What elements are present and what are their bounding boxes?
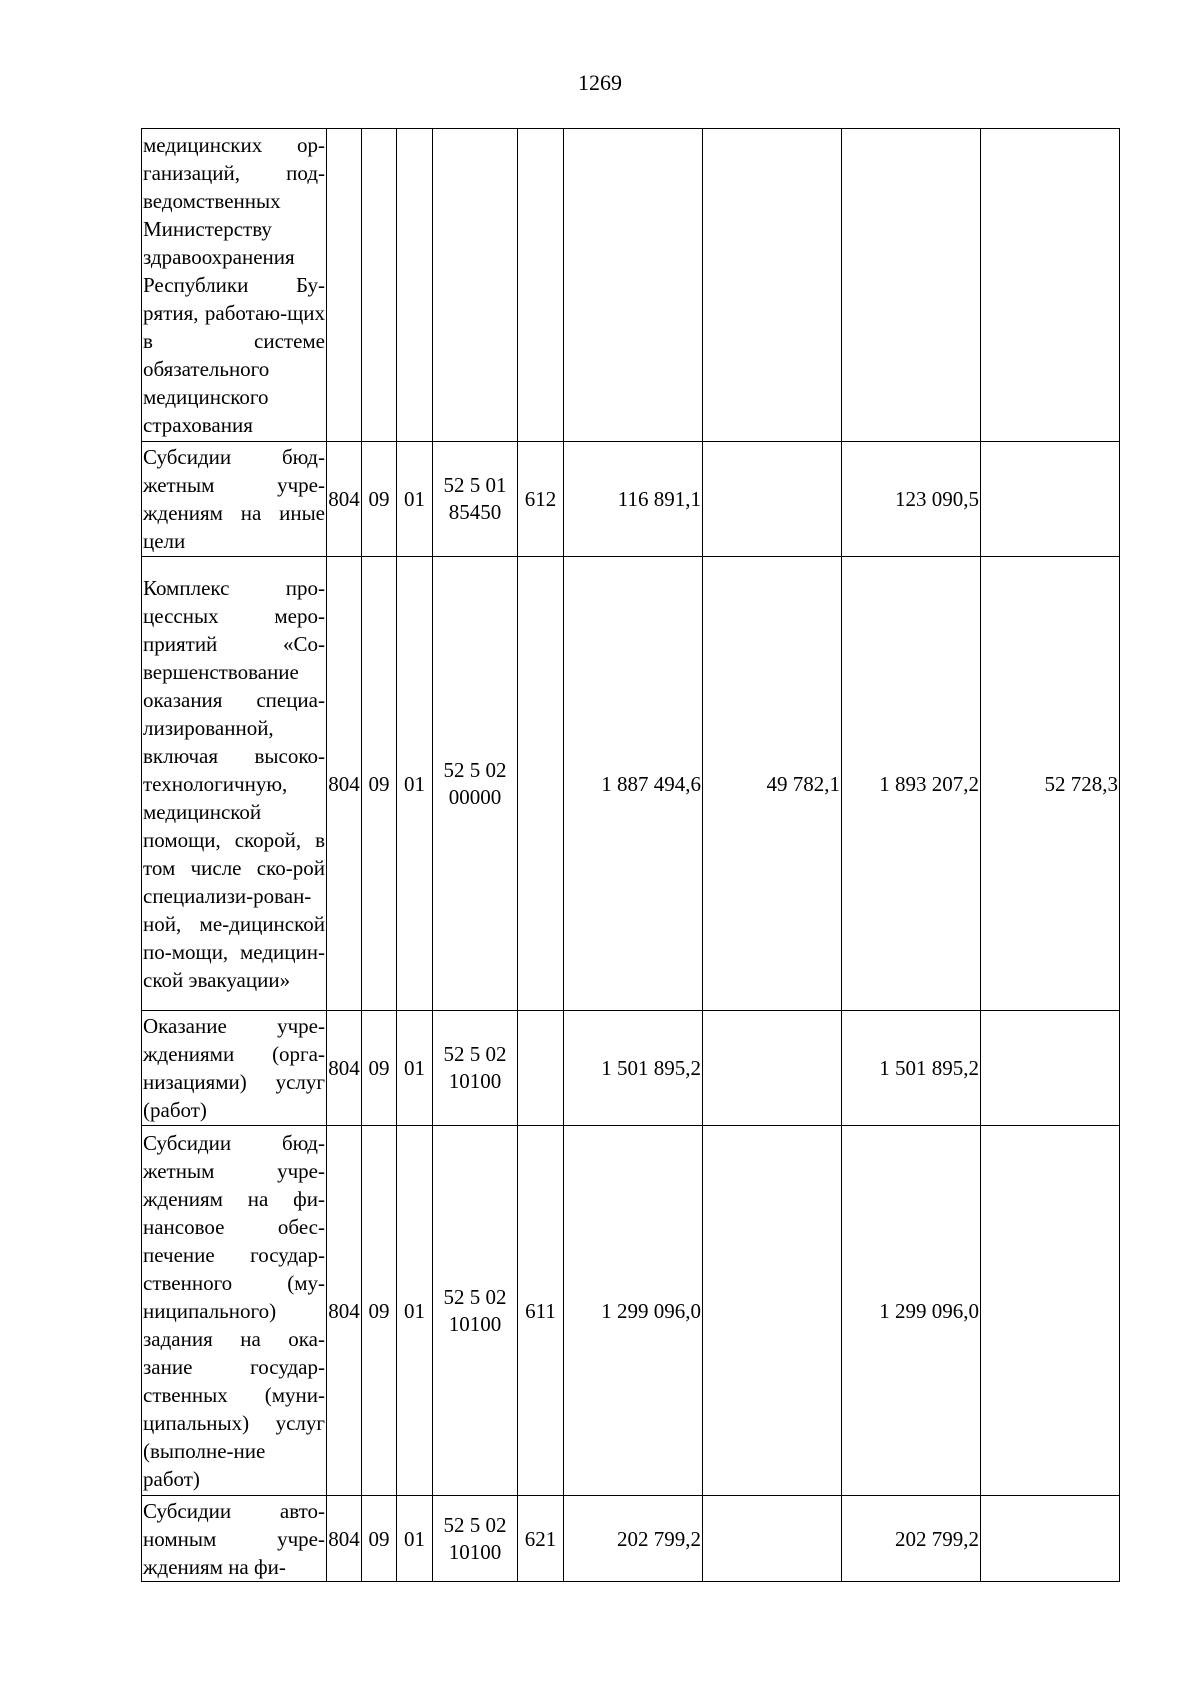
subsection-code: 01 xyxy=(397,442,433,557)
section-code: 09 xyxy=(362,1011,397,1126)
grbs-code: 804 xyxy=(327,1496,362,1582)
subsection-code: 01 xyxy=(397,1496,433,1582)
amount-year2-federal xyxy=(981,442,1120,557)
target-article-code: 52 5 02 00000 xyxy=(433,557,518,1011)
section-code: 09 xyxy=(362,442,397,557)
table-row xyxy=(142,1126,1120,1496)
subsection-code: 01 xyxy=(397,557,433,1011)
amount-year1-federal xyxy=(703,129,842,442)
table-body xyxy=(142,129,1120,1582)
table-row xyxy=(142,557,1120,1011)
table-row xyxy=(142,1496,1120,1582)
amount-year2-federal xyxy=(981,1126,1120,1496)
amount-year1-federal xyxy=(703,442,842,557)
table-row xyxy=(142,442,1120,557)
amount-year2-federal: 52 728,3 xyxy=(981,557,1120,1011)
grbs-code xyxy=(327,129,362,442)
amount-year2: 1 893 207,2 xyxy=(842,557,981,1011)
row-name: Субсидии авто-номным учре-ждениям на фи- xyxy=(142,1496,327,1582)
table-row xyxy=(142,1011,1120,1126)
amount-year1: 116 891,1 xyxy=(564,442,703,557)
expense-type-code: 611 xyxy=(518,1126,564,1496)
row-name: Субсидии бюд-жетным учре-ждениям на фи-нансовое обес-печение государ-ственного (му-ниципального) задания на ока-зание государ-ственных (муни-ципальных) услуг (выполне-ние работ) xyxy=(142,1126,327,1496)
amount-year1: 1 299 096,0 xyxy=(564,1126,703,1496)
target-article-code xyxy=(433,129,518,442)
amount-year2: 123 090,5 xyxy=(842,442,981,557)
amount-year2: 202 799,2 xyxy=(842,1496,981,1582)
expense-type-code xyxy=(518,1011,564,1126)
page-number: 1269 xyxy=(578,70,622,95)
amount-year1: 1 501 895,2 xyxy=(564,1011,703,1126)
table-row xyxy=(142,129,1120,442)
amount-year1-federal xyxy=(703,1496,842,1582)
amount-year2 xyxy=(842,129,981,442)
amount-year1: 1 887 494,6 xyxy=(564,557,703,1011)
section-code: 09 xyxy=(362,1496,397,1582)
target-article-code: 52 5 02 10100 xyxy=(433,1011,518,1126)
amount-year1-federal xyxy=(703,1011,842,1126)
grbs-code: 804 xyxy=(327,442,362,557)
amount-year1-federal xyxy=(703,1126,842,1496)
subsection-code: 01 xyxy=(397,1126,433,1496)
amount-year2-federal xyxy=(981,129,1120,442)
target-article-code: 52 5 02 10100 xyxy=(433,1126,518,1496)
row-name: Субсидии бюд-жетным учре-ждениям на иные цели xyxy=(142,442,327,557)
amount-year1: 202 799,2 xyxy=(564,1496,703,1582)
amount-year2: 1 299 096,0 xyxy=(842,1126,981,1496)
target-article-code: 52 5 01 85450 xyxy=(433,442,518,557)
target-article-code: 52 5 02 10100 xyxy=(433,1496,518,1582)
amount-year2: 1 501 895,2 xyxy=(842,1011,981,1126)
amount-year1 xyxy=(564,129,703,442)
expense-type-code xyxy=(518,557,564,1011)
row-name: медицинских ор-ганизаций, под-ведомственных Министерству здравоохранения Республики Бу-рятия, работаю-щих в системе обязательного медицинского страхования xyxy=(142,129,327,442)
amount-year2-federal xyxy=(981,1496,1120,1582)
expense-type-code xyxy=(518,129,564,442)
grbs-code: 804 xyxy=(327,557,362,1011)
amount-year2-federal xyxy=(981,1011,1120,1126)
grbs-code: 804 xyxy=(327,1126,362,1496)
grbs-code: 804 xyxy=(327,1011,362,1126)
section-code: 09 xyxy=(362,557,397,1011)
expense-type-code: 621 xyxy=(518,1496,564,1582)
budget-table xyxy=(141,128,1120,1582)
expense-type-code: 612 xyxy=(518,442,564,557)
section-code: 09 xyxy=(362,1126,397,1496)
row-name: Комплекс про-цессных меро-приятий «Со-вершенствование оказания специа-лизированной, включая высоко-технологичную, медицинской помощи, скорой, в том числе ско-рой специализи-рован-ной, ме-дицинской по-мощи, медицин-ской эвакуации» xyxy=(142,557,327,1011)
subsection-code: 01 xyxy=(397,1011,433,1126)
section-code xyxy=(362,129,397,442)
row-name: Оказание учре-ждениями (орга-низациями) услуг (работ) xyxy=(142,1011,327,1126)
amount-year1-federal: 49 782,1 xyxy=(703,557,842,1011)
subsection-code xyxy=(397,129,433,442)
